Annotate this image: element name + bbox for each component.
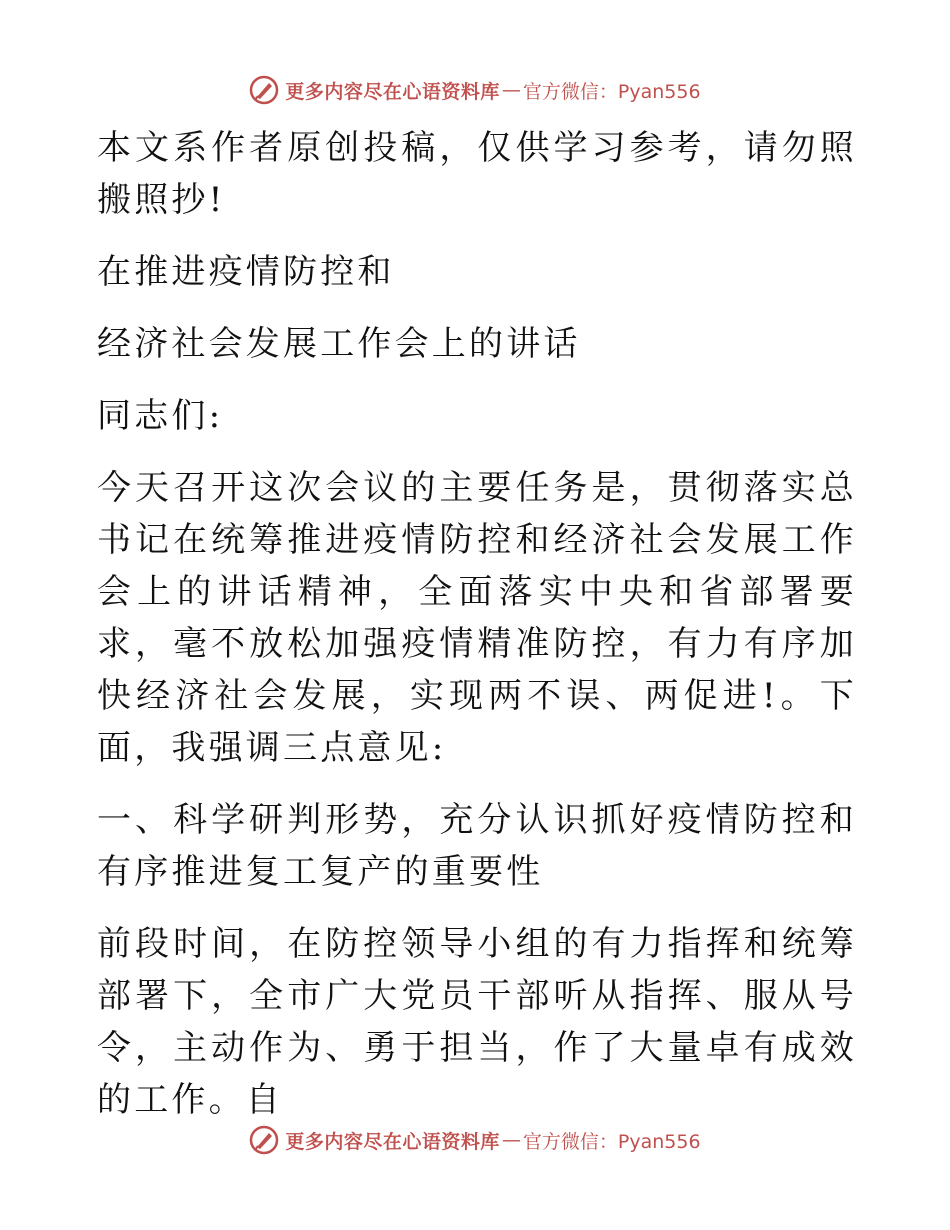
quill-pen-logo-icon (249, 1125, 279, 1155)
document-body (97, 122, 857, 1126)
banner-wechat-id: 官方微信：Pyan556 (522, 80, 701, 103)
footer-separator: — (501, 1129, 521, 1151)
footer-site-name: 更多内容尽在心语资料库 (285, 1130, 500, 1153)
footer-wechat-id: 官方微信：Pyan556 (522, 1130, 701, 1153)
copyright-notice: 本文系作者原创投稿，仅供学习参考，请勿照搬照抄! (97, 128, 857, 220)
salutation: 同志们: (97, 396, 224, 436)
opening-paragraph: 今天召开这次会议的主要任务是，贯彻落实总书记在统筹推进疫情防控和经济社会发展工作会上的讲话精神，全面落实中央和省部署要求，毫不放松加强疫情精准防控，有力有序加快经济社会发展，实现两不误、两促进!。下面，我强调三点意见: (97, 468, 857, 768)
quill-pen-logo-icon (249, 75, 279, 105)
document-title-line-1: 在推进疫情防控和 (97, 252, 395, 292)
body-paragraph-2: 前段时间，在防控领导小组的有力指挥和统筹部署下，全市广大党员干部听从指挥、服从号令，主动作为、勇于担当，作了大量卓有成效的工作。自 (97, 924, 857, 1120)
header-banner (0, 70, 950, 110)
banner-separator: — (501, 79, 521, 101)
footer-banner (0, 1120, 950, 1160)
banner-site-name: 更多内容尽在心语资料库 (285, 80, 500, 103)
document-title-line-2: 经济社会发展工作会上的讲话 (97, 324, 581, 364)
section-heading-1: 一、科学研判形势，充分认识抓好疫情防控和有序推进复工复产的重要性 (97, 800, 857, 892)
